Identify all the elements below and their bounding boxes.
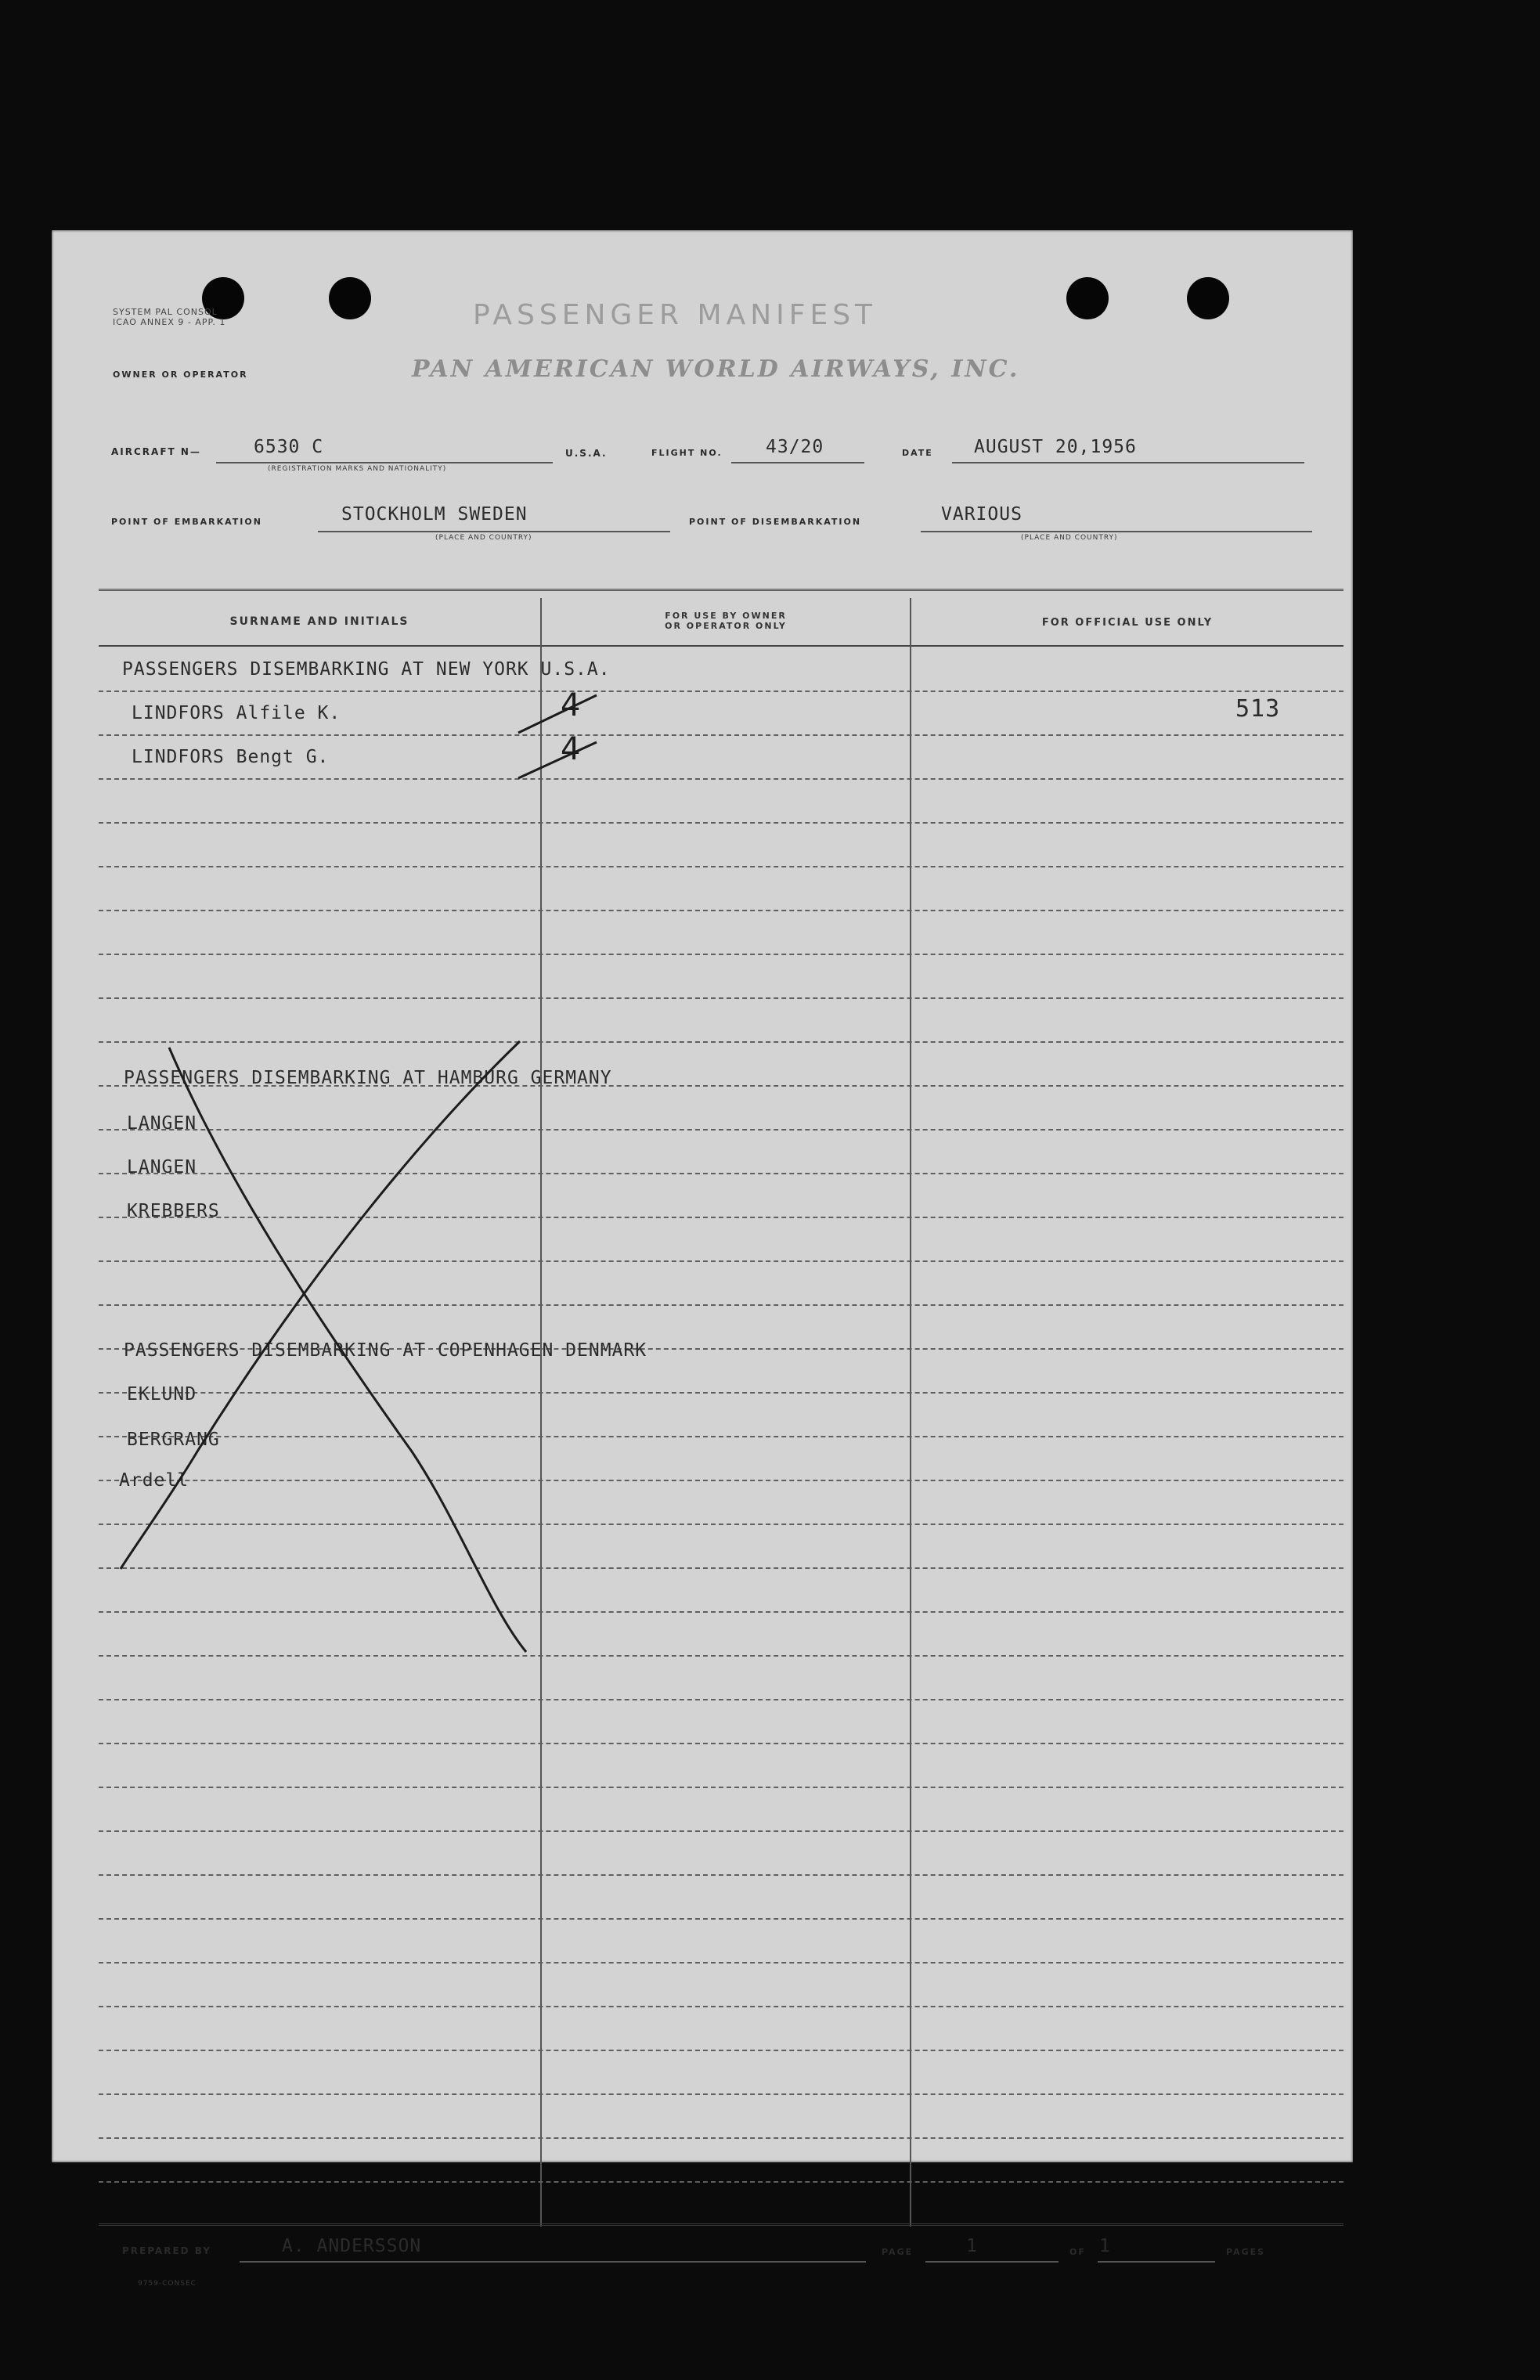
prepared-underline (240, 2261, 866, 2263)
table-bottom-rule (99, 2223, 1343, 2226)
usa-label: U.S.A. (565, 448, 608, 459)
official-number: 513 (1235, 695, 1281, 723)
date-value: AUGUST 20,1956 (974, 437, 1137, 457)
owner-label: OWNER OR OPERATOR (113, 370, 248, 380)
cancel-stroke (121, 1041, 520, 1569)
check-stroke (518, 742, 597, 778)
of-label: OF (1069, 2247, 1086, 2257)
disembarkation-sublabel: (PLACE AND COUNTRY) (1021, 534, 1118, 542)
passenger-entry: Ardell (119, 1470, 189, 1491)
date-label: DATE (902, 448, 933, 458)
passenger-entry: LINDFORS Alfile K. (132, 703, 341, 723)
page-underline (925, 2261, 1059, 2263)
aircraft-value: 6530 C (254, 437, 324, 457)
passenger-entry: EKLUND (127, 1384, 197, 1405)
column-header-owner-use-line2: OR OPERATOR ONLY (665, 621, 787, 631)
check-stroke (518, 695, 597, 733)
column-header-owner-use-line1: FOR USE BY OWNER (665, 611, 787, 621)
flight-value: 43/20 (766, 437, 824, 457)
row-rule (99, 2181, 1343, 2183)
group-header-copenhagen: PASSENGERS DISEMBARKING AT COPENHAGEN DENMARK (124, 1340, 647, 1361)
owner-value: PAN AMERICAN WORLD AIRWAYS, INC. (412, 355, 1020, 383)
prepared-value: A. ANDERSSON (282, 2236, 422, 2256)
embarkation-value: STOCKHOLM SWEDEN (341, 504, 528, 525)
of-underline (1098, 2261, 1215, 2263)
disembarkation-value: VARIOUS (941, 504, 1022, 525)
manifest-sheet (52, 230, 1353, 2288)
pages-label: PAGES (1226, 2247, 1266, 2257)
passenger-entry: LINDFORS Bengt G. (132, 747, 330, 767)
column-header-official-use: FOR OFFICIAL USE ONLY (1041, 617, 1214, 629)
owner-check-mark: 4 (561, 687, 581, 723)
group-header-new-york: PASSENGERS DISEMBARKING AT NEW YORK U.S.A. (122, 659, 611, 680)
passenger-entry: LANGEN (127, 1157, 197, 1177)
disembarkation-label: POINT OF DISEMBARKATION (689, 517, 862, 527)
regulation-line-2: ICAO ANNEX 9 - APP. 1 (113, 317, 226, 327)
group-header-hamburg: PASSENGERS DISEMBARKING AT HAMBURG GERMANY (124, 1068, 612, 1088)
cancel-stroke (169, 1048, 526, 1652)
embarkation-sublabel: (PLACE AND COUNTRY) (435, 534, 532, 542)
regulation-line-1: SYSTEM PAL CONSOL (113, 307, 218, 317)
column-header-surname: SURNAME AND INITIALS (229, 615, 409, 628)
aircraft-sublabel: (REGISTRATION MARKS AND NATIONALITY) (268, 465, 447, 473)
prepared-label: PREPARED BY (122, 2245, 211, 2256)
cancellation-cross (52, 230, 1353, 2162)
flight-label: FLIGHT NO. (651, 448, 723, 458)
passenger-entry: LANGEN (127, 1113, 197, 1134)
aircraft-label: AIRCRAFT N— (111, 446, 201, 457)
form-number: 9759-CONSEC (138, 2280, 197, 2288)
passenger-entry: BERGRANG (127, 1430, 220, 1450)
of-value: 1 (1099, 2236, 1111, 2256)
page-value: 1 (966, 2236, 978, 2256)
page-title: PASSENGER MANIFEST (473, 299, 878, 331)
owner-check-mark: 4 (561, 731, 581, 767)
page-label: PAGE (882, 2247, 914, 2257)
passenger-entry: KREBBERS (127, 1201, 220, 1221)
embarkation-label: POINT OF EMBARKATION (111, 517, 262, 527)
